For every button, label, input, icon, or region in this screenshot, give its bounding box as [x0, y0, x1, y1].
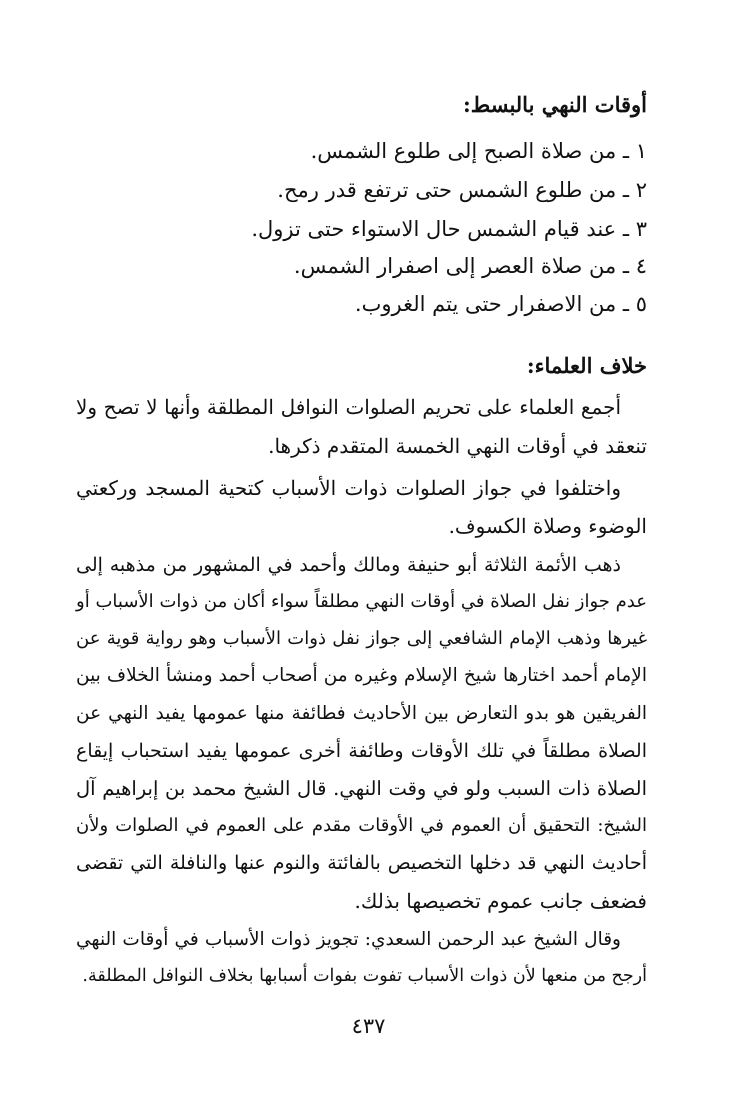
paragraph-imams-line: الصلاة مطلقاً في تلك الأوقات وطائفة أخرى عمومها يفيد استحباب إيقاع: [76, 740, 647, 762]
page-number: ٤٣٧: [351, 1014, 386, 1038]
paragraph-imams-line: عدم جواز نفل الصلاة في أوقات النهي مطلقاً سواء أكان من ذوات الأسباب أو: [76, 591, 647, 612]
list-item-time-3: ٣ ـ عند قيام الشمس حال الاستواء حتى تزول.: [251, 217, 647, 241]
paragraph-saadi-line: وقال الشيخ عبد الرحمن السعدي: تجويز ذوات الأسباب في أوقات النهي: [76, 929, 621, 950]
list-item-time-1: ١ ـ من صلاة الصبح إلى طلوع الشمس.: [310, 139, 647, 163]
paragraph-imams-line: الفريقين هو بدو التعارض بين الأحاديث فطائفة منها عمومها يفيد النهي عن: [76, 703, 647, 724]
heading-prohibited-times: أوقات النهي بالبسط:: [463, 92, 647, 117]
paragraph-imams-line: غيرها وذهب الإمام الشافعي إلى جواز نفل ذوات الأسباب وهو رواية قوية عن: [76, 628, 647, 649]
heading-scholars-dispute: خلاف العلماء:: [526, 353, 647, 378]
paragraph-imams-line: ذهب الأئمة الثلاثة أبو حنيفة ومالك وأحمد في المشهور من مذهبه إلى: [76, 554, 621, 576]
list-item-time-2: ٢ ـ من طلوع الشمس حتى ترتفع قدر رمح.: [277, 178, 647, 202]
paragraph-consensus-line: أجمع العلماء على تحريم الصلوات النوافل المطلقة وأنها لا تصح ولا: [76, 395, 621, 419]
paragraph-imams-line: الشيخ: التحقيق أن العموم في الأوقات مقدم على العموم في الصلوات ولأن: [76, 815, 647, 836]
list-item-time-5: ٥ ـ من الاصفرار حتى يتم الغروب.: [354, 292, 647, 316]
paragraph-consensus-line: تنعقد في أوقات النهي الخمسة المتقدم ذكرها.: [268, 434, 647, 458]
list-item-time-4: ٤ ـ من صلاة العصر إلى اصفرار الشمس.: [293, 254, 647, 278]
paragraph-imams-line: فضعف جانب عموم تخصيصها بذلك.: [354, 889, 647, 913]
paragraph-imams-line: الصلاة ذات السبب ولو في وقت النهي. قال الشيخ محمد بن إبراهيم آل: [76, 777, 647, 800]
paragraph-difference-line: واختلفوا في جواز الصلوات ذوات الأسباب كتحية المسجد وركعتي: [76, 476, 621, 500]
paragraph-saadi-line: أرجح من منعها لأن ذوات الأسباب تفوت بفوات أسبابها بخلاف النوافل المطلقة.: [82, 966, 647, 986]
paragraph-imams-line: أحاديث النهي قد دخلها التخصيص بالفائتة والنوم عنها والنافلة التي تقضى: [76, 852, 647, 874]
paragraph-difference-line: الوضوء وصلاة الكسوف.: [448, 514, 647, 538]
paragraph-imams-line: الإمام أحمد اختارها شيخ الإسلام وغيره من أصحاب أحمد ومنشأ الخلاف بين: [76, 665, 647, 686]
